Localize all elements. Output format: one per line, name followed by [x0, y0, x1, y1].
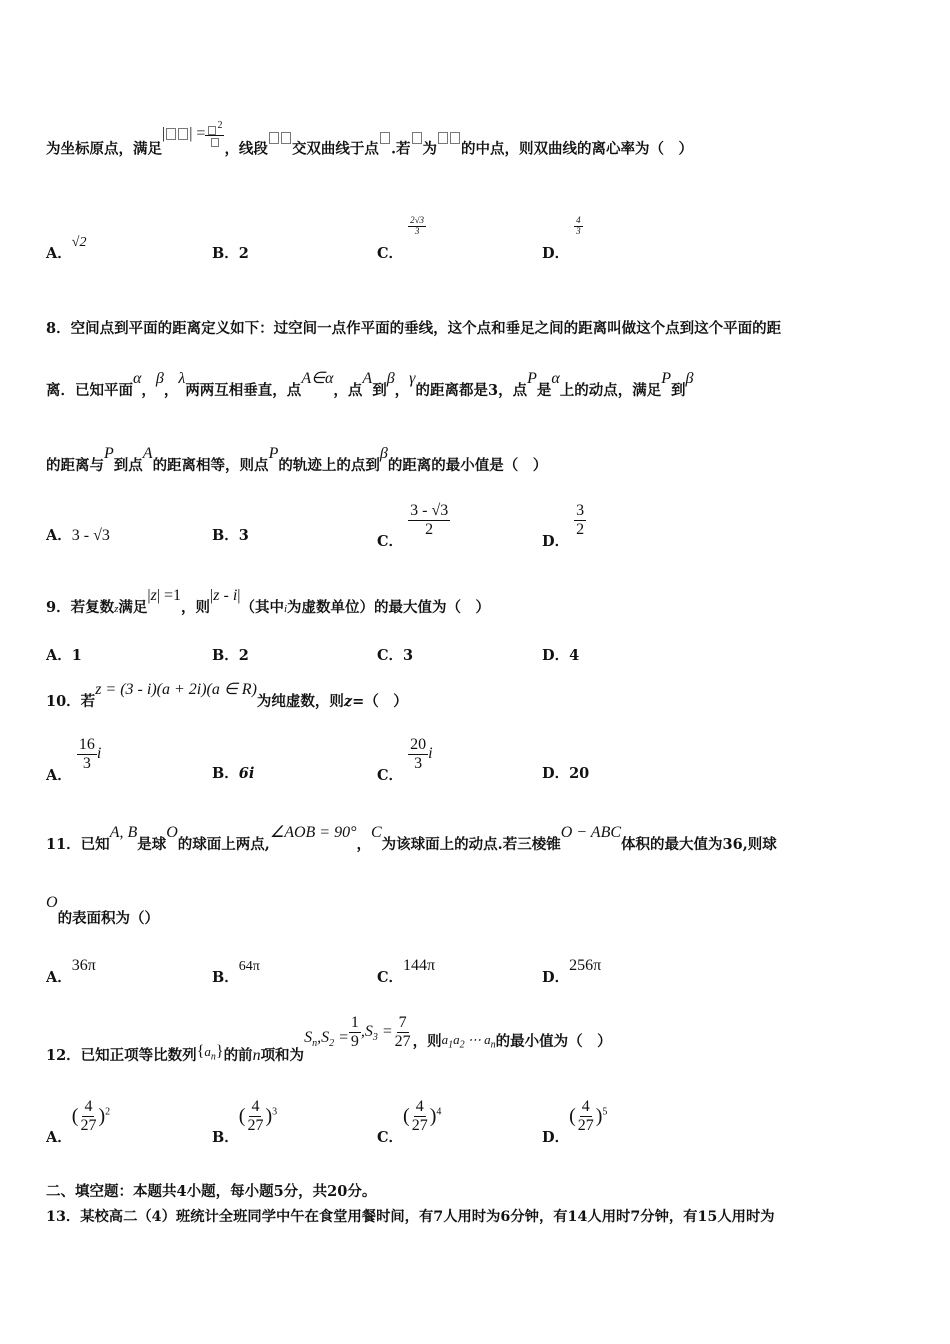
q13-stem: 13．某校高二（4）班统计全班同学中午在食堂用餐时间，有7人用时为6分钟，有14人用时7分钟，有15人用时为	[46, 1209, 775, 1225]
fraction-numerator: 4	[251, 1098, 260, 1115]
option-value: 144π	[403, 957, 436, 974]
q11-text: 的表面积为（）	[57, 910, 160, 927]
q11-math: O	[166, 824, 178, 841]
q10-stem	[46, 681, 408, 711]
option-exponent: 4	[436, 1106, 442, 1118]
q8-text: ，点	[333, 382, 363, 399]
q7-text-5: 为	[422, 140, 437, 158]
q11-stem-line-1	[46, 824, 777, 854]
q12-sequence: $\{a_n\}$	[196, 1043, 224, 1063]
q12-option-c: C．( $\frac{4}{27}$ )$^4$	[377, 1098, 442, 1147]
q7-point-symbol	[379, 129, 391, 146]
option-exponent: 2	[105, 1106, 111, 1118]
q7-text-6: 的中点，则双曲线的离心率为（ ）	[461, 140, 693, 158]
q11-math: ∠AOB = 90°	[269, 824, 357, 841]
option-label: A．	[46, 1129, 72, 1147]
option-fraction	[408, 736, 428, 772]
fraction-denominator: 2	[425, 520, 434, 538]
fraction-numerator: 4	[576, 214, 581, 225]
option-label: D．	[542, 647, 570, 664]
q9-option-c	[377, 644, 413, 665]
q8-stem-line-3: 的距离与P到点A的距离相等，则点P的轨迹上的点到β的距离的最小值是（ ）	[46, 445, 548, 474]
q10-text: 为纯虚数，则	[256, 693, 344, 710]
q11-text: ，	[356, 836, 371, 853]
q8-option-a	[46, 524, 110, 545]
option-label: D．	[542, 533, 570, 551]
option-label: C．	[377, 969, 404, 986]
q11-text: 体积的最大值为36,则球	[621, 836, 777, 853]
option-fraction	[408, 502, 450, 538]
q12-text: 的前	[223, 1047, 253, 1065]
q11-text: 为该球面上的动点.若三棱锥	[381, 836, 561, 853]
fraction-denominator: 27	[80, 1116, 97, 1134]
q11-math: C	[371, 824, 382, 841]
fraction-numerator: 20	[410, 736, 427, 753]
option-value: 3	[238, 527, 249, 544]
q9-text: 满足	[118, 599, 148, 616]
q10-text: 10．若	[46, 693, 96, 710]
option-fraction	[574, 502, 586, 538]
q8-text: 是	[536, 382, 552, 399]
q12-sum-condition: $S_n,S_2$ =	[304, 1029, 349, 1050]
option-fraction	[408, 216, 426, 237]
q7-option-b	[212, 242, 249, 263]
option-value: 6i	[238, 765, 255, 782]
option-label: B．	[212, 969, 239, 986]
q10-option-b	[212, 762, 254, 783]
option-suffix: i	[96, 745, 102, 763]
q11-option-a	[46, 957, 96, 987]
option-label: C．	[377, 533, 404, 551]
q8-text: 的距离与	[46, 457, 104, 474]
q10-expression: z = (3 - i)(a + 2i)(a ∈ R)	[95, 681, 257, 698]
option-value: 256π	[569, 957, 602, 974]
fraction-denominator: 3	[414, 754, 423, 772]
fraction-denominator: 27	[394, 1032, 411, 1050]
q7-condition-formula: | | = $^2$	[162, 125, 224, 142]
option-label: C．	[377, 245, 404, 262]
q8-text: 的距离相等，则点	[152, 457, 269, 474]
q12-stem: 12．已知正项等比数列$\{a_n\}$的前n项和为$S_n,S_2$ = $\frac{1}{9}$ $,S_3$ = $\frac{7}{27}$ ，则$a_1a_2$ ⋯ $a_n$的最小值为（ ）	[46, 1014, 612, 1065]
q8-text: 到	[671, 382, 686, 399]
fraction-denominator: 2	[576, 520, 585, 538]
fraction-denominator: 3	[82, 754, 91, 772]
option-value: √2	[71, 235, 87, 250]
option-fraction	[77, 736, 97, 772]
q8-text: 的距离的最小值是（ ）	[387, 457, 548, 474]
option-value: 4	[569, 647, 580, 664]
q9-option-d	[542, 644, 579, 665]
option-suffix: i	[428, 745, 433, 763]
option-label: C．	[377, 1129, 404, 1147]
option-label: D．	[542, 1129, 570, 1147]
q7-segment-symbol-2	[437, 129, 461, 146]
fraction-numerator: 1	[350, 1014, 359, 1031]
option-value: 2	[238, 245, 249, 262]
q10-option-d	[542, 762, 589, 783]
option-fraction	[576, 1098, 596, 1134]
q8-text: 到点	[113, 457, 143, 474]
option-label: B．	[212, 1129, 239, 1147]
q7-segment-symbol	[268, 129, 292, 146]
fraction-numerator: 3	[576, 502, 585, 519]
q9-text: 9．若复数	[46, 599, 115, 616]
option-value: 64π	[238, 959, 260, 974]
q7-stem	[46, 120, 693, 163]
q7-point-symbol-2	[411, 129, 423, 146]
q7-option-d	[542, 214, 583, 264]
q11-text: 11．已知	[46, 836, 110, 853]
fraction-denominator: 27	[577, 1116, 594, 1134]
q12-product: $a_1a_2$ ⋯ $a_n$	[441, 1032, 496, 1051]
option-value: 2	[238, 647, 249, 664]
q12-option-d: D．( $\frac{4}{27}$ )$^5$	[542, 1098, 608, 1147]
q11-math: O	[46, 894, 58, 911]
q10-option-c	[377, 736, 433, 785]
q10-text: z	[343, 693, 353, 710]
q12-option-a: A．( $\frac{4}{27}$ )$^2$	[46, 1098, 111, 1147]
q8-text: 离．已知平面	[46, 382, 133, 399]
fraction-denominator: 3	[576, 225, 581, 236]
q8-text: 到	[372, 382, 387, 399]
q10-text: =（ ）	[352, 693, 408, 710]
fraction-denominator: 9	[350, 1032, 359, 1050]
option-exponent: 3	[272, 1106, 278, 1118]
option-value: 1	[71, 647, 82, 664]
fraction-denominator: 27	[247, 1116, 264, 1134]
option-label: D．	[542, 969, 570, 986]
q12-s2-fraction	[349, 1014, 361, 1050]
fraction-numerator: 2√3	[410, 214, 425, 225]
option-label: A．	[46, 527, 72, 544]
q11-text: 的球面上两点,	[177, 836, 270, 853]
option-label: B．	[212, 765, 239, 782]
option-value: 20	[569, 765, 590, 782]
q8-text: 上的动点，满足	[559, 382, 662, 399]
q11-stem-line-2	[46, 894, 160, 928]
q8-option-d	[542, 502, 586, 551]
q7-text-4: .若	[390, 140, 411, 158]
option-fraction	[245, 1098, 265, 1134]
q8-text: 的轨迹上的点到	[278, 457, 380, 474]
q11-option-c	[377, 957, 436, 987]
q12-text: ，则	[412, 1033, 442, 1051]
option-label: C．	[377, 647, 404, 664]
q11-option-b	[212, 959, 260, 987]
fraction-numerator: 16	[78, 736, 95, 753]
fraction-numerator: 7	[398, 1014, 407, 1031]
fraction-numerator: 4	[415, 1098, 424, 1115]
q11-math: A, B	[109, 824, 138, 841]
option-value: 3 - √3	[71, 527, 110, 544]
q11-option-d	[542, 957, 602, 987]
fraction-numerator: 3 - √3	[410, 502, 449, 519]
option-label: B．	[212, 245, 239, 262]
option-label: D．	[542, 245, 570, 262]
option-label: B．	[212, 527, 239, 544]
q9-stem: 9．若复数z满足|z| =1，则|z - i|（其中i为虚数单位）的最大值为（ ）	[46, 587, 491, 616]
q12-text: 项和为	[260, 1047, 305, 1065]
fraction-denominator: 3	[414, 225, 420, 236]
option-label: A．	[46, 969, 72, 986]
option-label: A．	[46, 647, 72, 664]
q12-math: n	[252, 1047, 261, 1065]
q10-option-a	[46, 736, 102, 785]
option-exponent: 5	[602, 1106, 608, 1118]
section-heading: 二、填空题：本题共4小题，每小题5分，共20分。	[46, 1183, 377, 1200]
fraction-numerator: 4	[84, 1098, 93, 1115]
q8-text: 两两互相垂直，点	[185, 382, 302, 399]
q9-text: ，则	[181, 599, 211, 616]
q8-stem-line-1: 8．空间点到平面的距离定义如下：过空间一点作平面的垂线，这个点和垂足之间的距离叫做这个点到这个平面的距	[46, 320, 782, 337]
q7-text-3: 交双曲线于点	[291, 140, 379, 158]
q7-text-1: 为坐标原点，满足	[46, 140, 162, 158]
option-fraction	[78, 1098, 98, 1134]
q11-text: 是球	[137, 836, 167, 853]
q7-option-c	[377, 214, 426, 264]
q12-option-b: B．( $\frac{4}{27}$ )$^3$	[212, 1098, 278, 1147]
option-value: 3	[403, 647, 414, 664]
fraction-denominator: 27	[411, 1116, 428, 1134]
option-label: A．	[46, 767, 72, 785]
q8-option-c	[377, 502, 450, 551]
q8-text: 的距离都是3，点	[415, 382, 528, 399]
option-label: B．	[212, 647, 239, 664]
q12-text: 12．已知正项等比数列	[46, 1047, 197, 1065]
q9-text: 为虚数单位）的最大值为（ ）	[287, 599, 491, 616]
q8-option-b	[212, 524, 249, 545]
fraction-numerator: 4	[581, 1098, 590, 1115]
q9-text: （其中	[240, 599, 284, 616]
q12-s3-fraction	[393, 1014, 413, 1050]
option-value: 36π	[71, 957, 96, 974]
option-label: A．	[46, 245, 72, 262]
q9-option-a	[46, 644, 82, 665]
q9-option-b	[212, 644, 249, 665]
option-label: C．	[377, 767, 404, 785]
option-label: D．	[542, 765, 570, 782]
q11-math: O − ABC	[560, 824, 622, 841]
q8-stem-line-2: 离．已知平面α，β，λ两两互相垂直，点A∈α，点A到β，γ的距离都是3，点P是α上的动点，满足P到β	[46, 370, 694, 399]
q7-option-a	[46, 235, 87, 263]
q7-text-2: ，线段	[224, 140, 268, 158]
q12-text: 的最小值为（ ）	[495, 1033, 612, 1051]
option-fraction	[574, 216, 583, 237]
option-fraction	[410, 1098, 430, 1134]
